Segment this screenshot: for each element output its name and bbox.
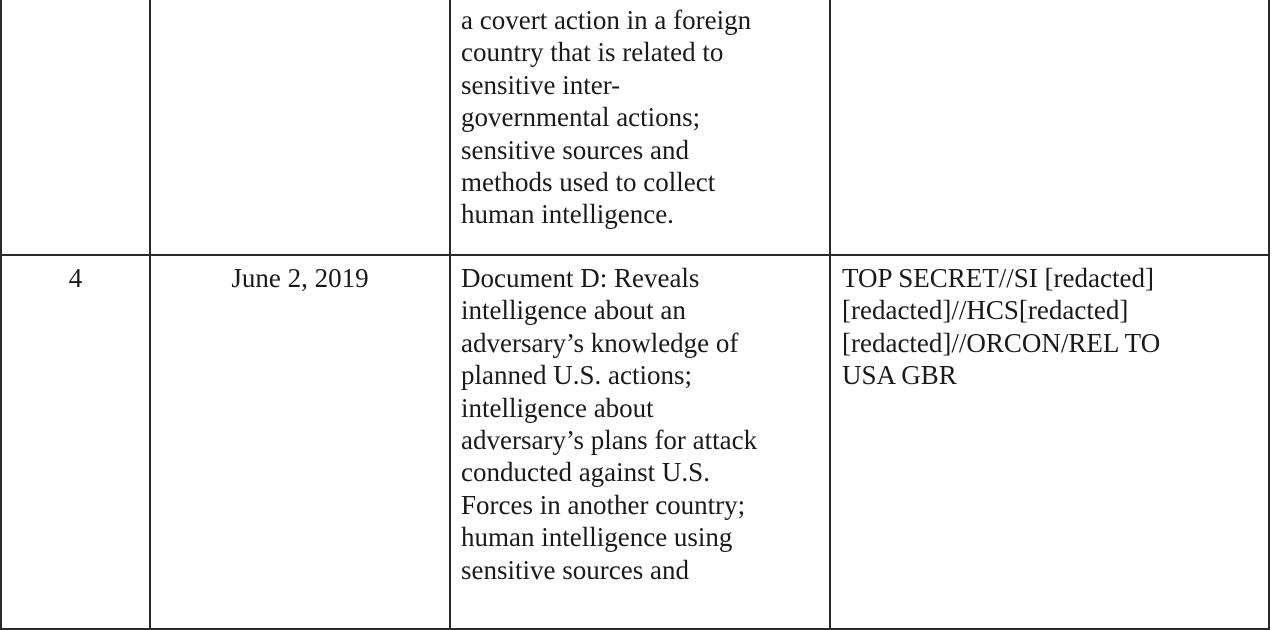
table-border-left: [0, 0, 2, 630]
row-date-cell: June 2, 2019: [231, 263, 369, 293]
prev-row-description-cell: a covert action in a foreign country that is related to sensitive inter- governmental actions; sensitive sources and methods used to collect human intelligence.: [461, 5, 752, 230]
row-classification-cell: TOP SECRET//SI [redacted] [redacted]//HCS[redacted] [redacted]//ORCON/REL TO USA GBR: [842, 263, 1161, 391]
column-divider-1: [149, 0, 151, 630]
row-number-cell: 4: [68, 263, 83, 293]
row-divider: [0, 254, 1270, 256]
table-border-right: [1268, 0, 1270, 630]
column-divider-2: [449, 0, 451, 630]
row-description-cell: Document D: Reveals intelligence about an adversary’s knowledge of planned U.S. actions; intelligence about adversary’s plans for attack conducted against U.S. Forces in another country; human intelligence using sensitive sources and: [461, 263, 758, 585]
column-divider-3: [829, 0, 831, 630]
